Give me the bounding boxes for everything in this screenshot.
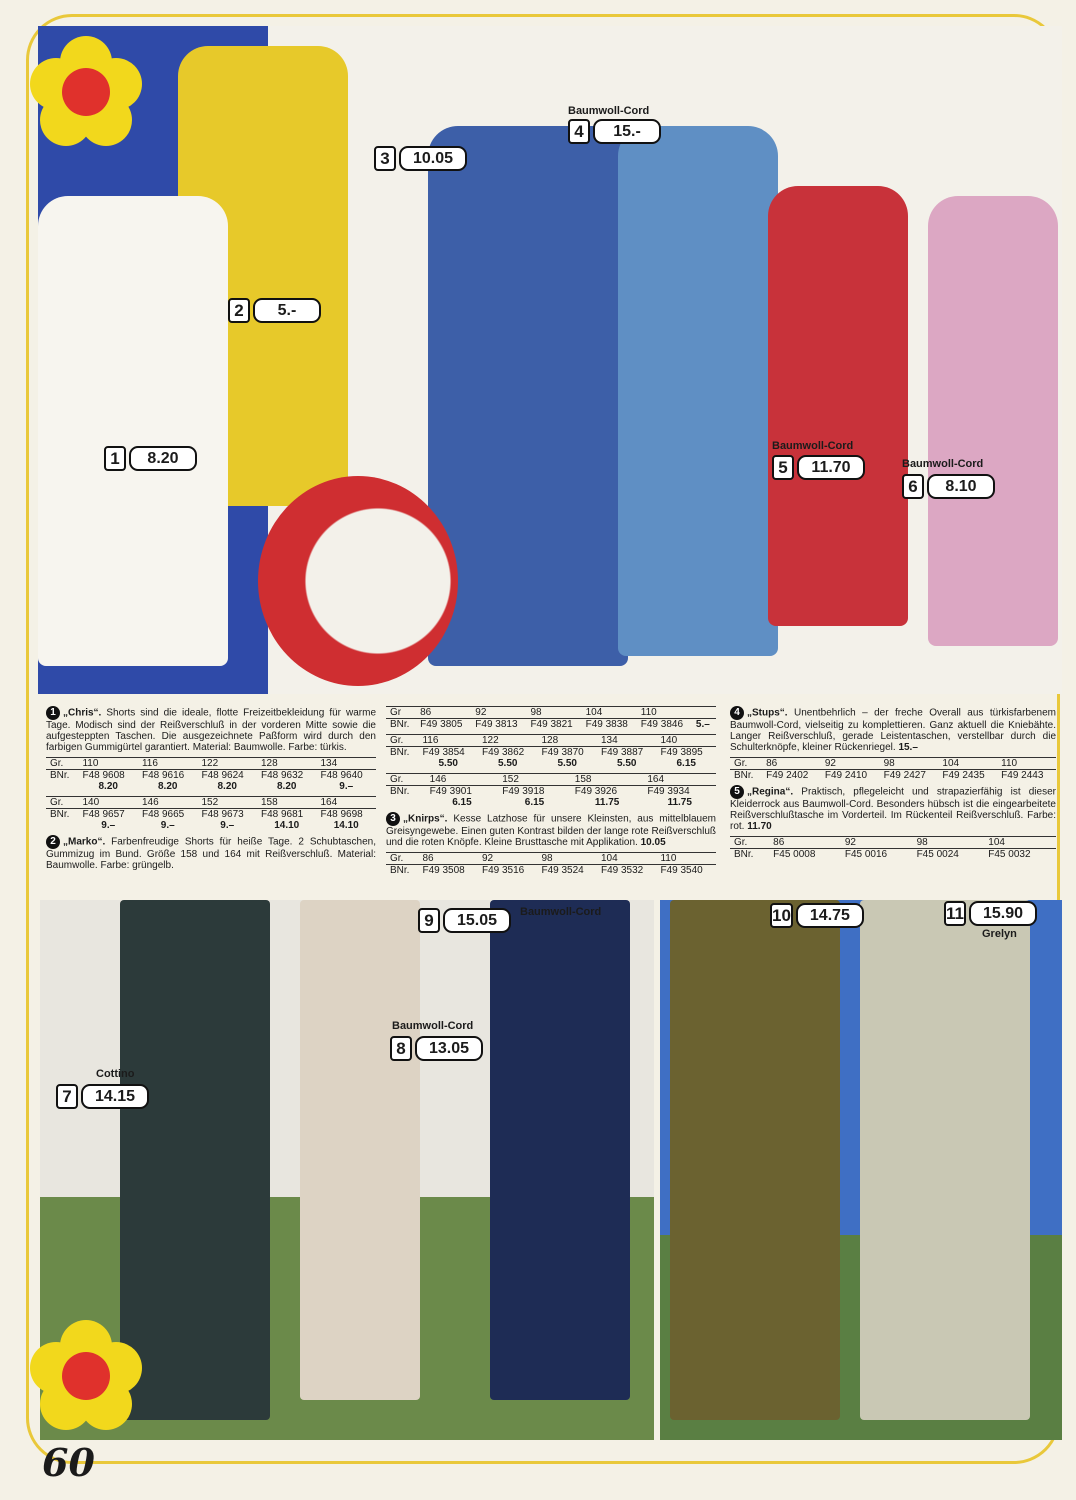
model-white-trousers	[300, 900, 420, 1400]
size-table-3: Gr. 86 92 98 104 110 BNr. F49 3508 F49 3516 F49 3524 F49 3532 F49 3540	[386, 852, 716, 876]
badge-price: 8.10	[927, 474, 995, 499]
model-dark-trousers	[120, 900, 270, 1420]
item-4-description: 4 „Stups“. Unentbehrlich – der freche Overall aus türkisfarbenem Baumwoll-Cord, vielseitig zu komplettieren. Ganz aktuell die Kniebähte. Langer Reißverschluß, gerade Leistentaschen, verstellbar durch die Schulterknöpfe, kleiner Rückenriegel. 15.–	[730, 707, 1056, 753]
badge-number: 6	[902, 474, 924, 499]
material-tag: Baumwoll-Cord	[772, 440, 854, 452]
badge-number: 1	[104, 446, 126, 471]
model-overalls-blue	[428, 126, 628, 666]
size-table-2c: Gr. 146 152 158 164 BNr. F49 3901 F49 3918 F49 3926 F49 3934 6.15 6.15 11.75 11.75	[386, 773, 716, 808]
badge-price: 8.20	[129, 446, 197, 471]
material-tag: Baumwoll-Cord	[392, 1020, 474, 1032]
badge-item-3	[374, 146, 467, 171]
badge-price: 15.90	[969, 901, 1037, 926]
badge-number: 10	[770, 903, 793, 928]
badge-price: 10.05	[399, 146, 467, 171]
badge-item-7	[56, 1084, 149, 1109]
item-5-description: 5 „Regina“. Praktisch, pflegeleicht und strapazierfähig ist dieser Kleiderrock aus Baumwoll-Cord. Besonders hübsch ist die eingearbeitete Reißverschlußtasche im Vorderteil. Im Rückenteil Reißverschluß. Farbe: rot. 11.70	[730, 786, 1056, 832]
beach-ball	[258, 476, 458, 686]
text-column-2	[386, 706, 716, 880]
badge-item-8	[390, 1036, 483, 1061]
model-overall-turquoise	[618, 126, 778, 656]
model-girl-white-shirt	[38, 196, 228, 666]
material-tag: Baumwoll-Cord	[902, 458, 984, 470]
material-tag: Baumwoll-Cord	[520, 906, 602, 918]
badge-number: 11	[944, 901, 966, 926]
badge-price: 14.75	[796, 903, 864, 928]
badge-number: 2	[228, 298, 250, 323]
badge-number: 9	[418, 908, 440, 933]
badge-item-6	[902, 474, 995, 499]
item-1-description: 1 „Chris“. Shorts sind die ideale, flotte Freizeitbekleidung für warme Tage. Modisch sind der Reißverschluß in der vorderen Mitte sowie die aufgesteppten Taschen. Die ausgezeichnete Paßform wird durch den farbigen Gummigürtel garantiert. Material: Baumwolle. Farbe: türkis.	[46, 707, 376, 753]
model-pink-dress	[928, 196, 1058, 646]
page-number: 60	[42, 1440, 95, 1485]
badge-item-4	[568, 119, 661, 144]
badge-item-11	[944, 901, 1037, 926]
text-column-3	[730, 706, 1056, 864]
bottom-right-product-photo	[660, 900, 1062, 1440]
badge-price: 11.70	[797, 455, 865, 480]
item-3-description: 3 „Knirps“. Kesse Latzhose für unsere Kleinsten, aus mittelblauem Greisyngewebe. Einen guten Kontrast bilden der lange rote Reißverschluß und die roten Knöpfe. Kleine Brusttasche mit Applikation. 10.05	[386, 813, 716, 848]
model-red-dress	[768, 186, 908, 626]
material-tag: Baumwoll-Cord	[568, 105, 650, 117]
badge-item-10	[770, 903, 864, 928]
badge-item-5	[772, 455, 865, 480]
badge-price: 15.05	[443, 908, 511, 933]
size-table-4: Gr. 86 92 98 104 110 BNr. F49 2402 F49 2410 F49 2427 F49 2435 F49 2443	[730, 757, 1056, 781]
flower-icon	[30, 36, 142, 148]
model-navy-trousers	[490, 900, 630, 1400]
size-table-2b: Gr. 116 122 128 134 140 BNr. F49 3854 F49 3862 F49 3870 F49 3887 F49 3895 5.50 5.50 5.50 5.50 6.15	[386, 734, 716, 769]
badge-number: 7	[56, 1084, 78, 1109]
badge-item-2	[228, 298, 321, 323]
size-table-2a: Gr 86 92 98 104 110 BNr. F49 3805 F49 3813 F49 3821 F49 3838 F49 3846 5.–	[386, 706, 716, 730]
badge-number: 5	[772, 455, 794, 480]
badge-number: 8	[390, 1036, 412, 1061]
badge-price: 14.15	[81, 1084, 149, 1109]
badge-number: 3	[374, 146, 396, 171]
badge-price: 5.-	[253, 298, 321, 323]
badge-price: 15.-	[593, 119, 661, 144]
size-table-1a: Gr. 110 116 122 128 134 BNr. F48 9608 F48 9616 F48 9624 F48 9632 F48 9640 8.20 8.20 8.20 8.20 9.–	[46, 757, 376, 792]
model-olive-trousers	[670, 900, 840, 1420]
text-column-1	[46, 706, 376, 875]
flower-icon	[30, 1320, 142, 1432]
item-2-description: 2 „Marko“. Farbenfreudige Shorts für heiße Tage. 2 Schubtaschen, Gummizug im Bund. Größe 158 und 164 mit Reißverschluß. Material: Baumwolle. Farbe: grüngelb.	[46, 836, 376, 871]
material-tag: Grelyn	[982, 928, 1017, 940]
size-table-5: Gr. 86 92 98 104 BNr. F45 0008 F45 0016 F45 0024 F45 0032	[730, 836, 1056, 860]
badge-item-9	[418, 908, 511, 933]
badge-number: 4	[568, 119, 590, 144]
badge-item-1	[104, 446, 197, 471]
size-table-1b: Gr. 140 146 152 158 164 BNr. F48 9657 F48 9665 F48 9673 F48 9681 F48 9698 9.– 9.– 9.– 14.10 14.10	[46, 796, 376, 831]
badge-price: 13.05	[415, 1036, 483, 1061]
material-tag: Cottino	[96, 1068, 135, 1080]
model-check-trousers	[860, 900, 1030, 1420]
top-product-photo	[38, 26, 1062, 694]
